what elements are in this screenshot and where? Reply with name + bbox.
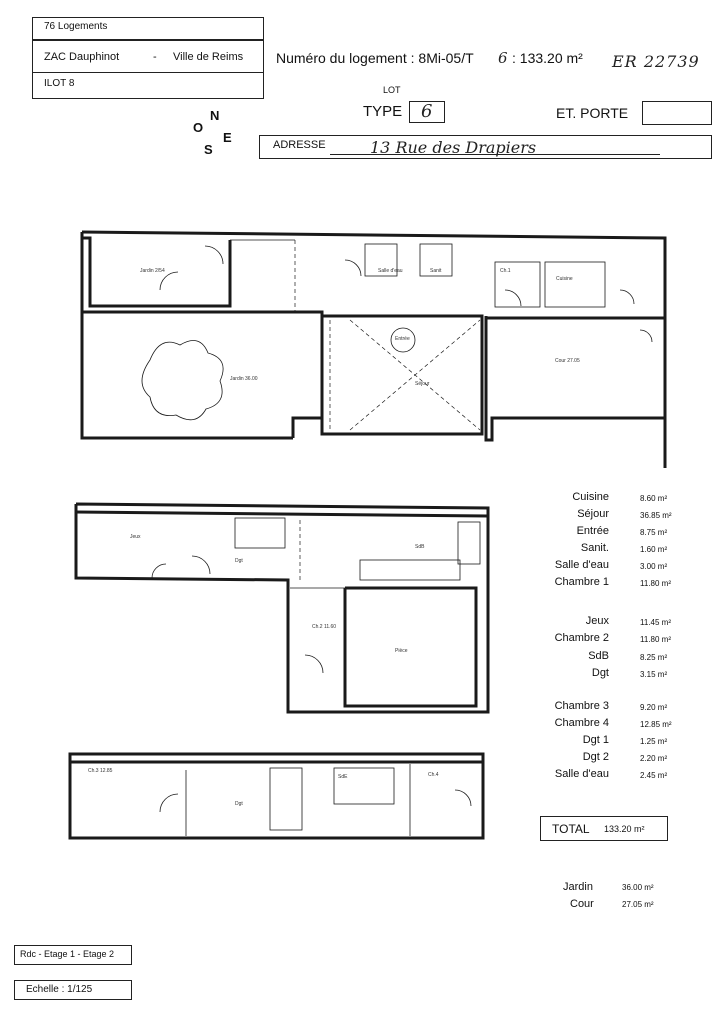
e1-label-1: Jeux	[130, 534, 141, 540]
area-value-jeux: 11.45 m²	[640, 618, 671, 627]
rdc-label-9: Entrée	[395, 336, 410, 342]
type-value: 6	[421, 101, 433, 122]
et-porte-label: ET. PORTE	[556, 105, 629, 121]
area-name-chambre3: Chambre 3	[554, 700, 609, 712]
area-name-salle-eau: Salle d'eau	[554, 559, 609, 571]
area-value-cuisine: 8.60 m²	[640, 494, 668, 503]
area-name-sdb: SdB	[588, 650, 609, 662]
area-value-sejour: 36.85 m²	[640, 511, 672, 520]
project-name: 76 Logements	[44, 21, 108, 32]
area-value-chambre1: 11.80 m²	[640, 579, 671, 588]
rdc-label-2: Jardin 36.00	[230, 376, 258, 382]
area-name-chambre4: Chambre 4	[554, 717, 609, 729]
levels-label: Rdc - Etage 1 - Etage 2	[20, 949, 115, 959]
e2-label-2: Dgt	[235, 801, 243, 807]
area-name-cuisine: Cuisine	[572, 491, 609, 503]
compass-south: S	[204, 142, 213, 157]
rdc-label-6: Ch.1	[500, 268, 511, 274]
area-name-sanit: Sanit.	[580, 542, 609, 554]
rdc-label-3: Séjour	[415, 381, 430, 387]
area-value-dgt2: 2.20 m²	[640, 754, 668, 763]
zac-name: ZAC Dauphinot	[44, 51, 120, 63]
rdc-label-1: Jardin 2/54	[140, 268, 165, 274]
numero-label: Numéro du logement : 8Mi-05/T	[276, 50, 474, 66]
compass-west: O	[193, 120, 204, 135]
er-reference: ER 22739	[612, 52, 700, 71]
area-name-chambre1: Chambre 1	[554, 576, 609, 588]
area-value-entree: 8.75 m²	[640, 528, 668, 537]
plan-etage2	[70, 754, 483, 838]
area-value-salle-eau-2: 2.45 m²	[640, 771, 668, 780]
total-value: 133.20 m²	[604, 824, 645, 834]
type-label: TYPE	[363, 103, 403, 120]
area-name-salle-eau-2: Salle d'eau	[554, 768, 609, 780]
lot-label: LOT	[383, 85, 401, 95]
numero-hand-value: 6	[498, 49, 508, 67]
numero-area: : 133.20 m²	[512, 50, 583, 66]
e1-label-4: Ch.2 11.60	[312, 624, 337, 630]
e1-label-2: Dgt	[235, 558, 243, 564]
rdc-label-7: Salle d'eau	[378, 268, 403, 274]
e1-label-5: Pièce	[395, 648, 408, 654]
area-value-sanit: 1.60 m²	[640, 545, 668, 554]
e2-label-3: SdE	[338, 774, 348, 780]
area-value-dgt: 3.15 m²	[640, 670, 668, 679]
adresse-label: ADRESSE	[273, 139, 326, 151]
area-value-chambre4: 12.85 m²	[640, 720, 672, 729]
ilot-label: ILOT 8	[44, 78, 75, 89]
scale-label: Echelle : 1/125	[26, 984, 93, 995]
total-label: TOTAL	[552, 822, 590, 836]
area-value-chambre3: 9.20 m²	[640, 703, 668, 712]
area-value-chambre2: 11.80 m²	[640, 635, 671, 644]
exterior-jardin-name: Jardin	[563, 881, 593, 893]
zac-separator: -	[153, 51, 157, 63]
rdc-label-8: Sanit	[430, 268, 442, 274]
adresse-value: 13 Rue des Drapiers	[370, 138, 537, 157]
area-name-entree: Entrée	[576, 525, 609, 537]
compass-east: E	[223, 130, 232, 145]
city-name: Ville de Reims	[173, 51, 244, 63]
e1-label-3: SdB	[415, 544, 425, 550]
area-value-sdb: 8.25 m²	[640, 653, 668, 662]
rdc-label-4: Cour 27.05	[555, 358, 580, 364]
compass-north: N	[210, 108, 220, 123]
area-value-salle-eau: 3.00 m²	[640, 562, 668, 571]
area-name-dgt1: Dgt 1	[582, 734, 609, 746]
area-name-dgt: Dgt	[591, 667, 609, 679]
area-value-dgt1: 1.25 m²	[640, 737, 668, 746]
exterior-cour-value: 27.05 m²	[622, 900, 654, 909]
area-name-jeux: Jeux	[585, 615, 609, 627]
e2-label-4: Ch.4	[428, 772, 439, 778]
exterior-jardin-value: 36.00 m²	[622, 883, 654, 892]
area-name-chambre2: Chambre 2	[554, 632, 609, 644]
plan-rdc	[82, 232, 665, 468]
rdc-label-5: Cuisine	[556, 276, 573, 282]
exterior-cour-name: Cour	[570, 898, 594, 910]
area-name-dgt2: Dgt 2	[582, 751, 609, 763]
e2-label-1: Ch.3 12.85	[88, 768, 113, 774]
area-name-sejour: Séjour	[577, 508, 609, 520]
